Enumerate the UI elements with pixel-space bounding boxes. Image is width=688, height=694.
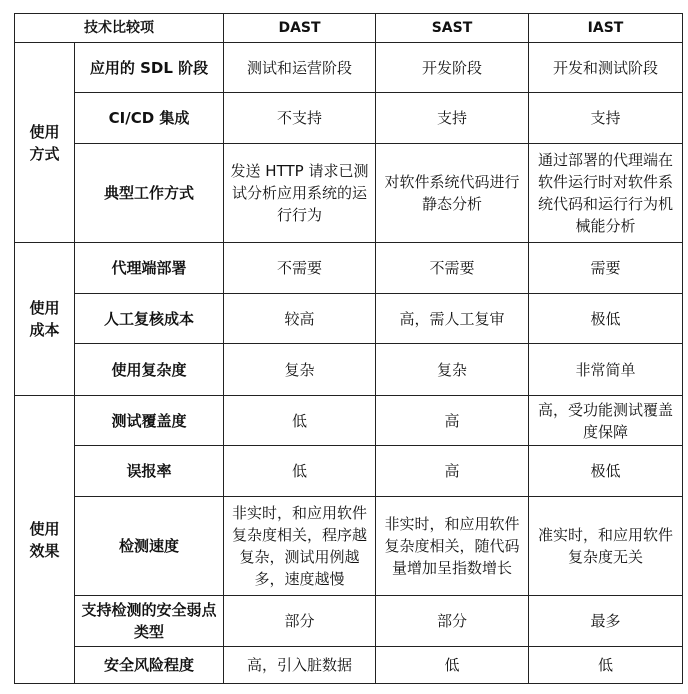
sast-value (376, 497, 529, 596)
header-row (15, 14, 683, 43)
table-row (15, 596, 683, 647)
criterion-name (75, 243, 224, 294)
iast-value (529, 93, 683, 144)
table-row (15, 243, 683, 294)
header-sast-text: SAST (431, 20, 473, 36)
sast-value (376, 144, 529, 243)
table-row (15, 344, 683, 396)
iast-value (529, 497, 683, 596)
sast-value-text: 高 (444, 411, 460, 430)
dast-value (224, 446, 376, 497)
table-row (15, 647, 683, 684)
dast-value (224, 497, 376, 596)
iast-value (529, 294, 683, 344)
criterion-name (75, 446, 224, 497)
iast-value-text: 准实时，和应用软件复杂度无关 (537, 526, 673, 566)
header-criteria (15, 14, 224, 43)
criterion-name-text: 支持检测的安全弱点类型 (81, 601, 217, 641)
sast-value (376, 344, 529, 396)
header-dast (224, 14, 376, 43)
sast-value (376, 243, 529, 294)
iast-value-text: 支持 (590, 109, 621, 127)
criterion-name (75, 396, 224, 446)
criterion-name-text: 典型工作方式 (103, 184, 194, 202)
criterion-name-text: 使用复杂度 (111, 360, 187, 379)
iast-value (529, 396, 683, 446)
dast-value-text: 部分 (284, 612, 315, 630)
criterion-name-text: CI/CD 集成 (108, 109, 190, 127)
dast-value (224, 294, 376, 344)
criterion-name (75, 497, 224, 596)
iast-value (529, 43, 683, 93)
dast-value-text: 非实时，和应用软件复杂度相关，程序越复杂，测试用例越多，速度越慢 (231, 504, 367, 588)
group-label-text: 使用 方式 (29, 122, 60, 163)
iast-value-text: 最多 (590, 612, 621, 630)
table-row (15, 446, 683, 497)
iast-value (529, 243, 683, 294)
sast-value (376, 396, 529, 446)
dast-value-text: 发送 HTTP 请求已测试分析应用系统的运行行为 (230, 162, 369, 224)
header-iast (529, 14, 683, 43)
iast-value (529, 344, 683, 396)
group-label (15, 243, 75, 396)
dast-value-text: 复杂 (284, 360, 315, 379)
criterion-name (75, 144, 224, 243)
sast-value-text: 非实时，和应用软件复杂度相关，随代码量增加呈指数增长 (384, 515, 520, 577)
dast-value (224, 396, 376, 446)
group-label-text: 使用 成本 (29, 299, 60, 339)
dast-value (224, 243, 376, 294)
dast-value-text: 不需要 (276, 259, 322, 277)
table-row (15, 93, 683, 144)
sast-value-text: 开发阶段 (421, 58, 482, 77)
iast-value-text: 极低 (590, 462, 621, 480)
header-criteria-text: 技术比较项 (84, 20, 154, 36)
table-row (15, 396, 683, 446)
sast-value (376, 446, 529, 497)
sast-value (376, 596, 529, 647)
sast-value (376, 43, 529, 93)
iast-value (529, 144, 683, 243)
dast-value (224, 596, 376, 647)
table-row (15, 43, 683, 93)
sast-value-text: 部分 (436, 612, 467, 630)
sast-value-text: 对软件系统代码进行静态分析 (384, 173, 520, 213)
table-body (15, 14, 683, 684)
dast-value (224, 144, 376, 243)
dast-value (224, 93, 376, 144)
sast-value-text: 高 (444, 462, 460, 480)
iast-value-text: 极低 (590, 309, 621, 328)
iast-value-text: 需要 (590, 259, 621, 277)
iast-value-text: 开发和测试阶段 (552, 58, 658, 77)
sast-value (376, 294, 529, 344)
sast-value-text: 支持 (436, 109, 467, 127)
sast-value (376, 647, 529, 684)
iast-value-text: 高，受功能测试覆盖度保障 (537, 400, 673, 441)
sast-value-text: 不需要 (429, 259, 475, 277)
group-label-text: 使用 效果 (29, 519, 60, 560)
sast-value-text: 高，需人工复审 (399, 309, 505, 328)
criterion-name (75, 43, 224, 93)
dast-value-text: 高，引入脏数据 (246, 656, 352, 674)
header-iast-text: IAST (587, 20, 624, 36)
iast-value (529, 596, 683, 647)
table-row (15, 294, 683, 344)
dast-value-text: 测试和运营阶段 (246, 58, 352, 77)
criterion-name-text: 误报率 (126, 462, 172, 480)
iast-value (529, 647, 683, 684)
table-row (15, 497, 683, 596)
criterion-name (75, 344, 224, 396)
dast-value-text: 低 (291, 462, 307, 480)
header-dast-text: DAST (278, 20, 321, 36)
criterion-name (75, 647, 224, 684)
iast-value-text: 非常简单 (575, 360, 636, 379)
header-sast (376, 14, 529, 43)
criterion-name (75, 93, 224, 144)
criterion-name (75, 294, 224, 344)
sast-value-text: 复杂 (436, 360, 467, 379)
iast-value-text: 低 (597, 656, 613, 674)
dast-value-text: 不支持 (276, 109, 322, 127)
sast-value (376, 93, 529, 144)
criterion-name-text: 检测速度 (118, 537, 179, 555)
group-label (15, 396, 75, 684)
criterion-name (75, 596, 224, 647)
sast-value-text: 低 (444, 656, 460, 674)
criterion-name-text: 代理端部署 (111, 259, 187, 277)
group-label (15, 43, 75, 243)
dast-value (224, 43, 376, 93)
comparison-table (14, 13, 683, 684)
iast-value (529, 446, 683, 497)
dast-value (224, 647, 376, 684)
criterion-name-text: 人工复核成本 (103, 309, 194, 328)
criterion-name-text: 安全风险程度 (103, 656, 194, 674)
iast-value-text: 通过部署的代理端在软件运行时对软件系统代码和运行行为机械能分析 (537, 151, 673, 235)
dast-value-text: 低 (291, 411, 307, 430)
dast-value (224, 344, 376, 396)
criterion-name-text: 应用的 SDL 阶段 (89, 58, 209, 77)
table-row (15, 144, 683, 243)
dast-value-text: 较高 (284, 309, 315, 328)
criterion-name-text: 测试覆盖度 (111, 411, 187, 430)
